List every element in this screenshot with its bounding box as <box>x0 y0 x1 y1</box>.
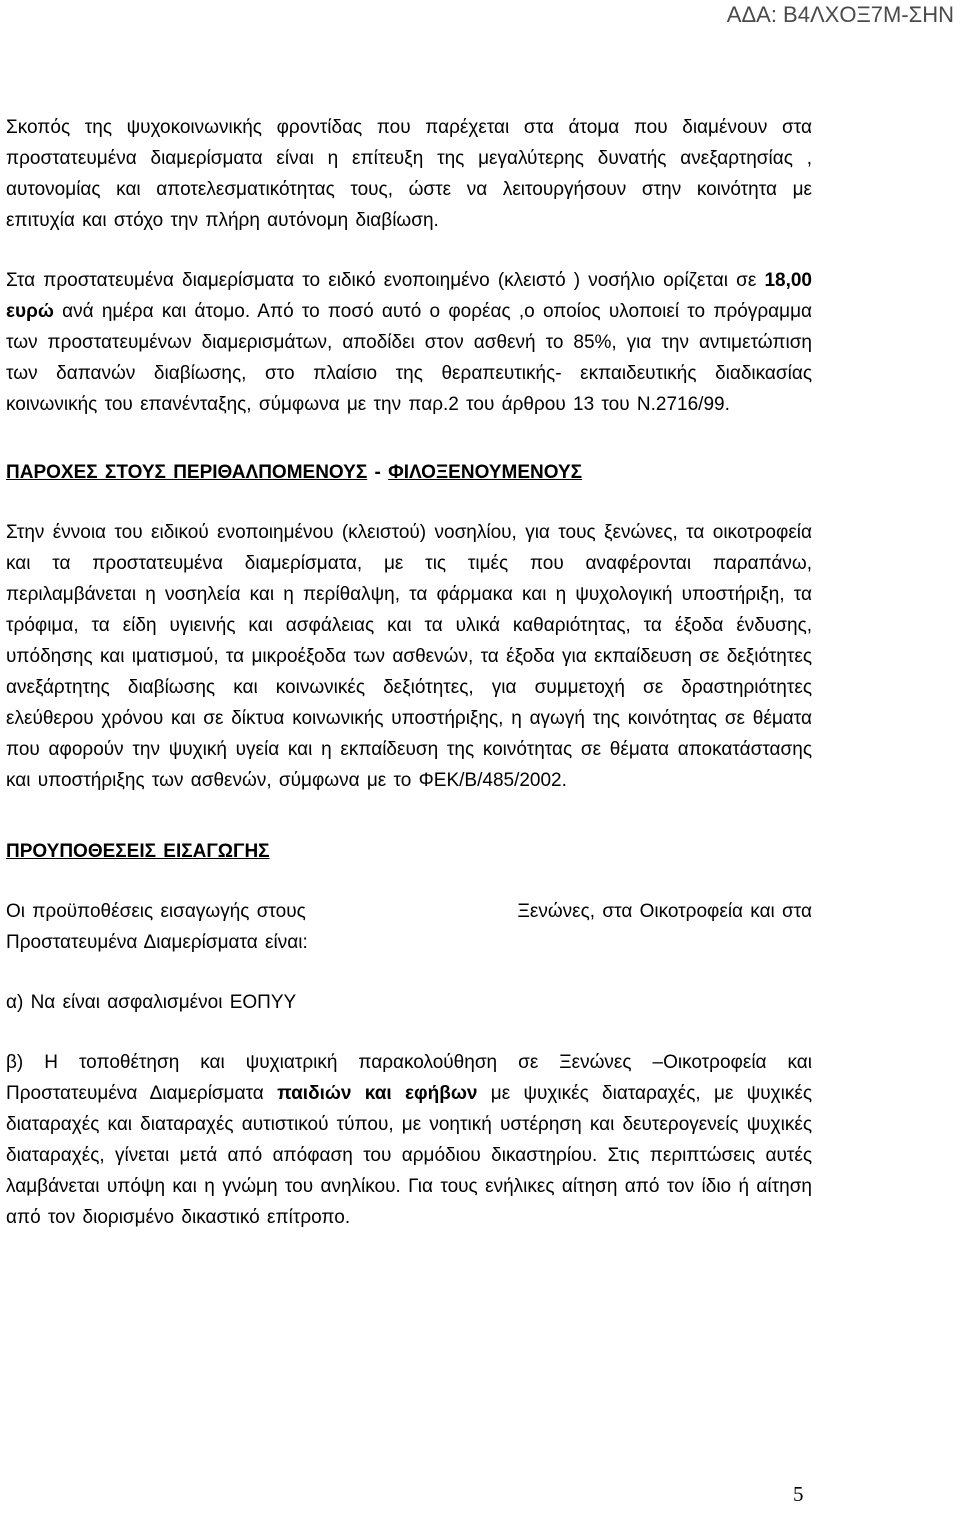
fee-text-after: ανά ημέρα και άτομο. Από το ποσό αυτό ο φορέας ,ο οποίος υλοποιεί το πρόγραμμα των προστατευμένων διαμερισμάτων, αποδίδει στον ασθενή το 85%, για την αντιμετώπιση των δαπανών διαβίωσης, στο πλαίσιο της θεραπευτικής- εκπαιδευτικής διαδικασίας κοινωνικής του επανένταξης, σύμφωνα με την παρ.2 του άρθρου 13 του Ν.2716/99. <box>6 301 812 415</box>
spacer <box>6 420 812 457</box>
admission-intro-right: Ξενώνες, στα Οικοτροφεία και στα <box>517 901 812 922</box>
spacer <box>6 958 812 987</box>
item-b-text-after: με ψυχικές διαταραχές, με ψυχικές διαταραχές και διαταραχές αυτιστικού τύπου, με νοητική υστέρηση και δευτερογενείς ψυχικές διαταραχές, γίνεται μετά από απόφαση του αρμόδιου δικαστηρίου. Στις περιπτώσεις αυτές λαμβάνεται υπόψη και η γνώμη του ανηλίκου. Για τους ενήλικες αίτηση από τον ίδιο ή αίτηση από τον διορισμένο δικαστικό επίτροπο. <box>6 1083 812 1228</box>
fee-amount: 18,00 ευρώ <box>6 270 812 322</box>
paragraph-fee <box>6 265 812 420</box>
spacer <box>6 1018 812 1047</box>
item-b-bold: παιδιών και εφήβων <box>277 1083 478 1104</box>
paragraph-purpose: Σκοπός της ψυχοκοινωνικής φροντίδας που παρέχεται στα άτομα που διαμένουν στα προστατευμένα διαμερίσματα είναι η επίτευξη της μεγαλύτερης δυνατής ανεξαρτησίας , αυτονομίας και αποτελεσματικότητας τους, ώστε να λειτουργήσουν στην κοινότητα με επιτυχία και στόχο την πλήρη αυτόνομη διαβίωση. <box>6 117 812 231</box>
paragraph-admission-intro <box>6 896 812 958</box>
paragraph-benefits: Στην έννοια του ειδικού ενοποιημένου (κλειστού) νοσηλίου, για τους ξενώνες, τα οικοτροφεία και τα προστατευμένα διαμερίσματα, με τις τιμές που αναφέρονται παραπάνω, περιλαμβάνεται η νοσηλεία και η περίθαλψη, τα φάρμακα και η ψυχολογική υποστήριξη, τα τρόφιμα, τα είδη υγιεινής και ασφάλειας και τα υλικά καθαριότητας, τα έξοδα ένδυσης, υπόδησης και ιματισμού, τα μικροέξοδα των ασθενών, τα έξοδα για εκπαίδευση σε δεξιότητες ανεξάρτητης διαβίωσης και κοινωνικές δεξιότητες, για συμμετοχή σε δραστηριότητες ελεύθερου χρόνου και σε δίκτυα κοινωνικής υποστήριξης, η αγωγή της κοινότητας σε θέματα που αφορούν την ψυχική υγεία και η εκπαίδευση της κοινότητας σε θέματα αποκατάστασης και υποστήριξης των ασθενών, σύμφωνα με το ΦΕΚ/Β/485/2002. <box>6 522 812 791</box>
section-heading-benefits <box>6 457 812 488</box>
heading-benefits-part2: ΦΙΛΟΞΕΝΟΥΜΕΝΟΥΣ <box>388 462 583 483</box>
spacer <box>6 236 812 265</box>
heading-benefits-separator: - <box>367 462 389 483</box>
item-b-text-before: β) Η τοποθέτηση και ψυχιατρική παρακολούθηση σε Ξενώνες –Οικοτροφεία και Προστατευμένα Διαμερίσματα <box>6 1052 812 1104</box>
document-body <box>6 112 812 1233</box>
admission-intro-line2: Προστατευμένα Διαμερίσματα είναι: <box>6 932 308 953</box>
ada-document-code: ΑΔΑ: Β4ΛΧΟΞ7Μ-ΣΗΝ <box>726 2 954 27</box>
admission-item-a: α) Να είναι ασφαλισμένοι ΕΟΠΥΥ <box>6 992 297 1013</box>
admission-intro-line1 <box>6 896 812 927</box>
fee-text-before: Στα προστατευμένα διαμερίσματα το ειδικό ενοποιημένο (κλειστό ) νοσήλιο ορίζεται σε <box>6 270 765 291</box>
heading-benefits-part1: ΠΑΡΟΧΕΣ ΣΤΟΥΣ ΠΕΡΙΘΑΛΠΟΜΕΝΟΥΣ <box>6 462 368 483</box>
spacer <box>6 796 812 836</box>
page-number: 5 <box>793 1482 804 1506</box>
spacer <box>6 867 812 896</box>
admission-item-b <box>6 1047 812 1233</box>
section-heading-admission <box>6 836 812 867</box>
heading-admission-title: ΠΡΟΥΠΟΘΕΣΕΙΣ ΕΙΣΑΓΩΓΗΣ <box>6 841 270 862</box>
spacer <box>6 488 812 517</box>
admission-intro-left: Οι προϋποθέσεις εισαγωγής στους <box>6 901 306 922</box>
